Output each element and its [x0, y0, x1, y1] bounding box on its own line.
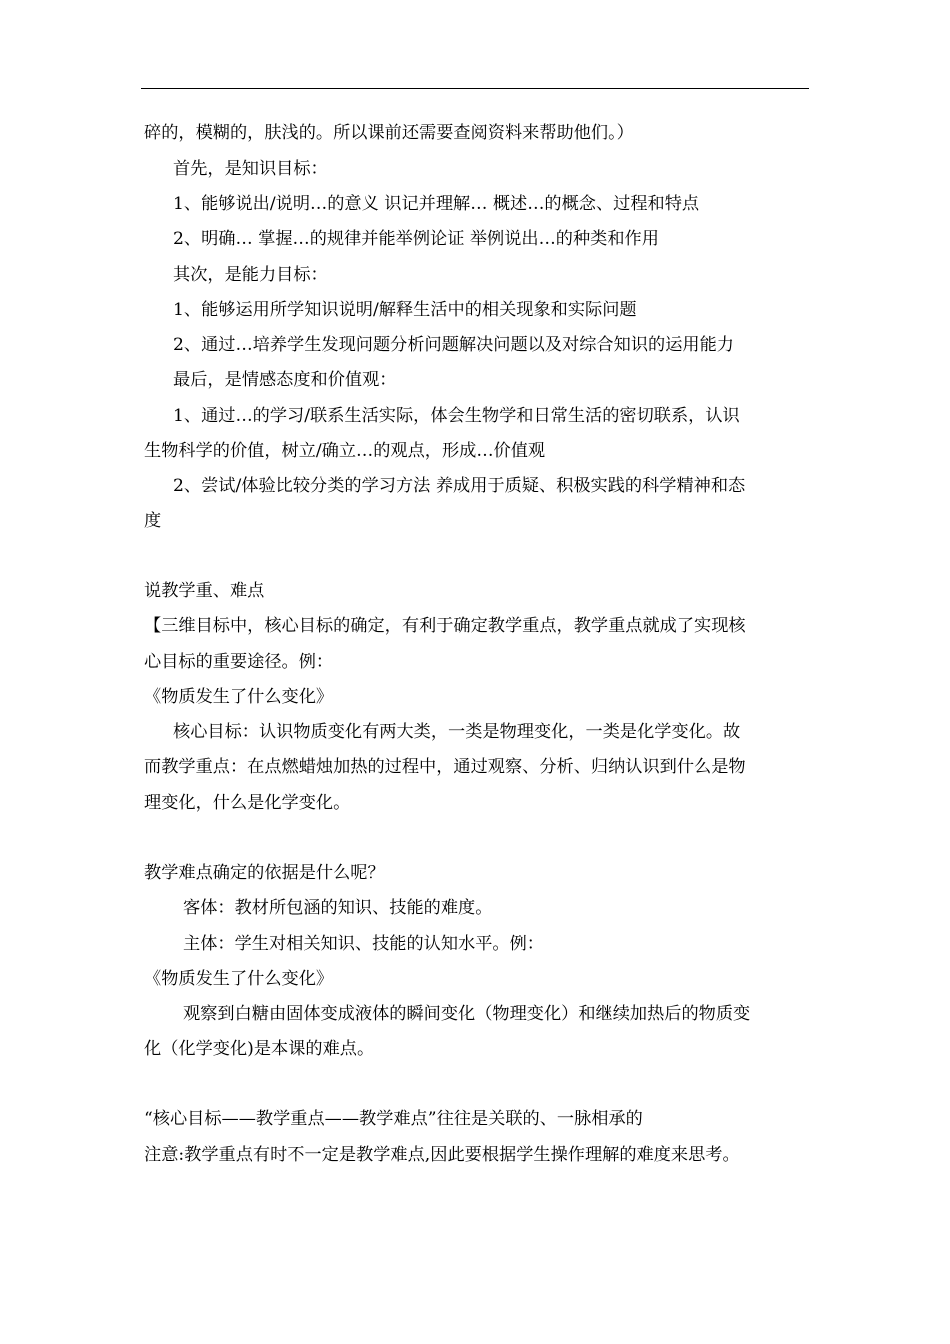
text-line: 碎的，模糊的，肤浅的。所以课前还需要查阅资料来帮助他们。）: [144, 123, 634, 143]
text-line: 度: [144, 511, 162, 531]
text-line: 客体：教材所包涵的知识、技能的难度。: [183, 898, 493, 918]
text-line: “核心目标——教学重点——教学难点”往往是关联的、一脉相承的: [144, 1109, 643, 1129]
text-line: 1、通过…的学习/联系生活实际，体会生物学和日常生活的密切联系，认识: [173, 406, 740, 426]
text-line: 【三维目标中，核心目标的确定，有利于确定教学重点，教学重点就成了实现核: [144, 616, 746, 636]
example-title: 《物质发生了什么变化》: [144, 687, 334, 707]
text-line: 1、能够说出/说明…的意义 识记并理解… 概述…的概念、过程和特点: [173, 194, 700, 214]
attitude-goal-heading: 最后，是情感态度和价值观：: [173, 370, 397, 390]
text-line: 主体：学生对相关知识、技能的认知水平。例：: [183, 934, 544, 954]
text-line: 2、尝试/体验比较分类的学习方法 养成用于质疑、积极实践的科学精神和态: [173, 476, 746, 496]
text-line: 2、明确… 掌握…的规律并能举例论证 举例说出…的种类和作用: [173, 229, 659, 249]
text-line: 生物科学的价值，树立/确立…的观点，形成…价值观: [144, 441, 546, 461]
example-title: 《物质发生了什么变化》: [144, 969, 334, 989]
section-heading-key-difficult-points: 说教学重、难点: [144, 581, 265, 601]
text-line: 理变化，什么是化学变化。: [144, 793, 351, 813]
text-line: 2、通过…培养学生发现问题分析问题解决问题以及对综合知识的运用能力: [173, 335, 734, 355]
difficulty-question: 教学难点确定的依据是什么呢？: [144, 863, 385, 883]
text-line: 心目标的重要途径。例：: [144, 652, 334, 672]
ability-goal-heading: 其次，是能力目标：: [173, 265, 328, 285]
header-rule: [141, 88, 809, 89]
text-line: 核心目标：认识物质变化有两大类，一类是物理变化，一类是化学变化。故: [173, 722, 741, 742]
knowledge-goal-heading: 首先，是知识目标：: [173, 159, 328, 179]
text-line: 观察到白糖由固体变成液体的瞬间变化（物理变化）和继续加热后的物质变: [183, 1004, 751, 1024]
text-line: 而教学重点：在点燃蜡烛加热的过程中，通过观察、分析、归纳认识到什么是物: [144, 757, 746, 777]
text-line: 化（化学变化)是本课的难点。: [144, 1039, 375, 1059]
text-line: 1、能够运用所学知识说明/解释生活中的相关现象和实际问题: [173, 300, 637, 320]
note-line: 注意:教学重点有时不一定是教学难点,因此要根据学生操作理解的难度来思考。: [144, 1145, 740, 1165]
